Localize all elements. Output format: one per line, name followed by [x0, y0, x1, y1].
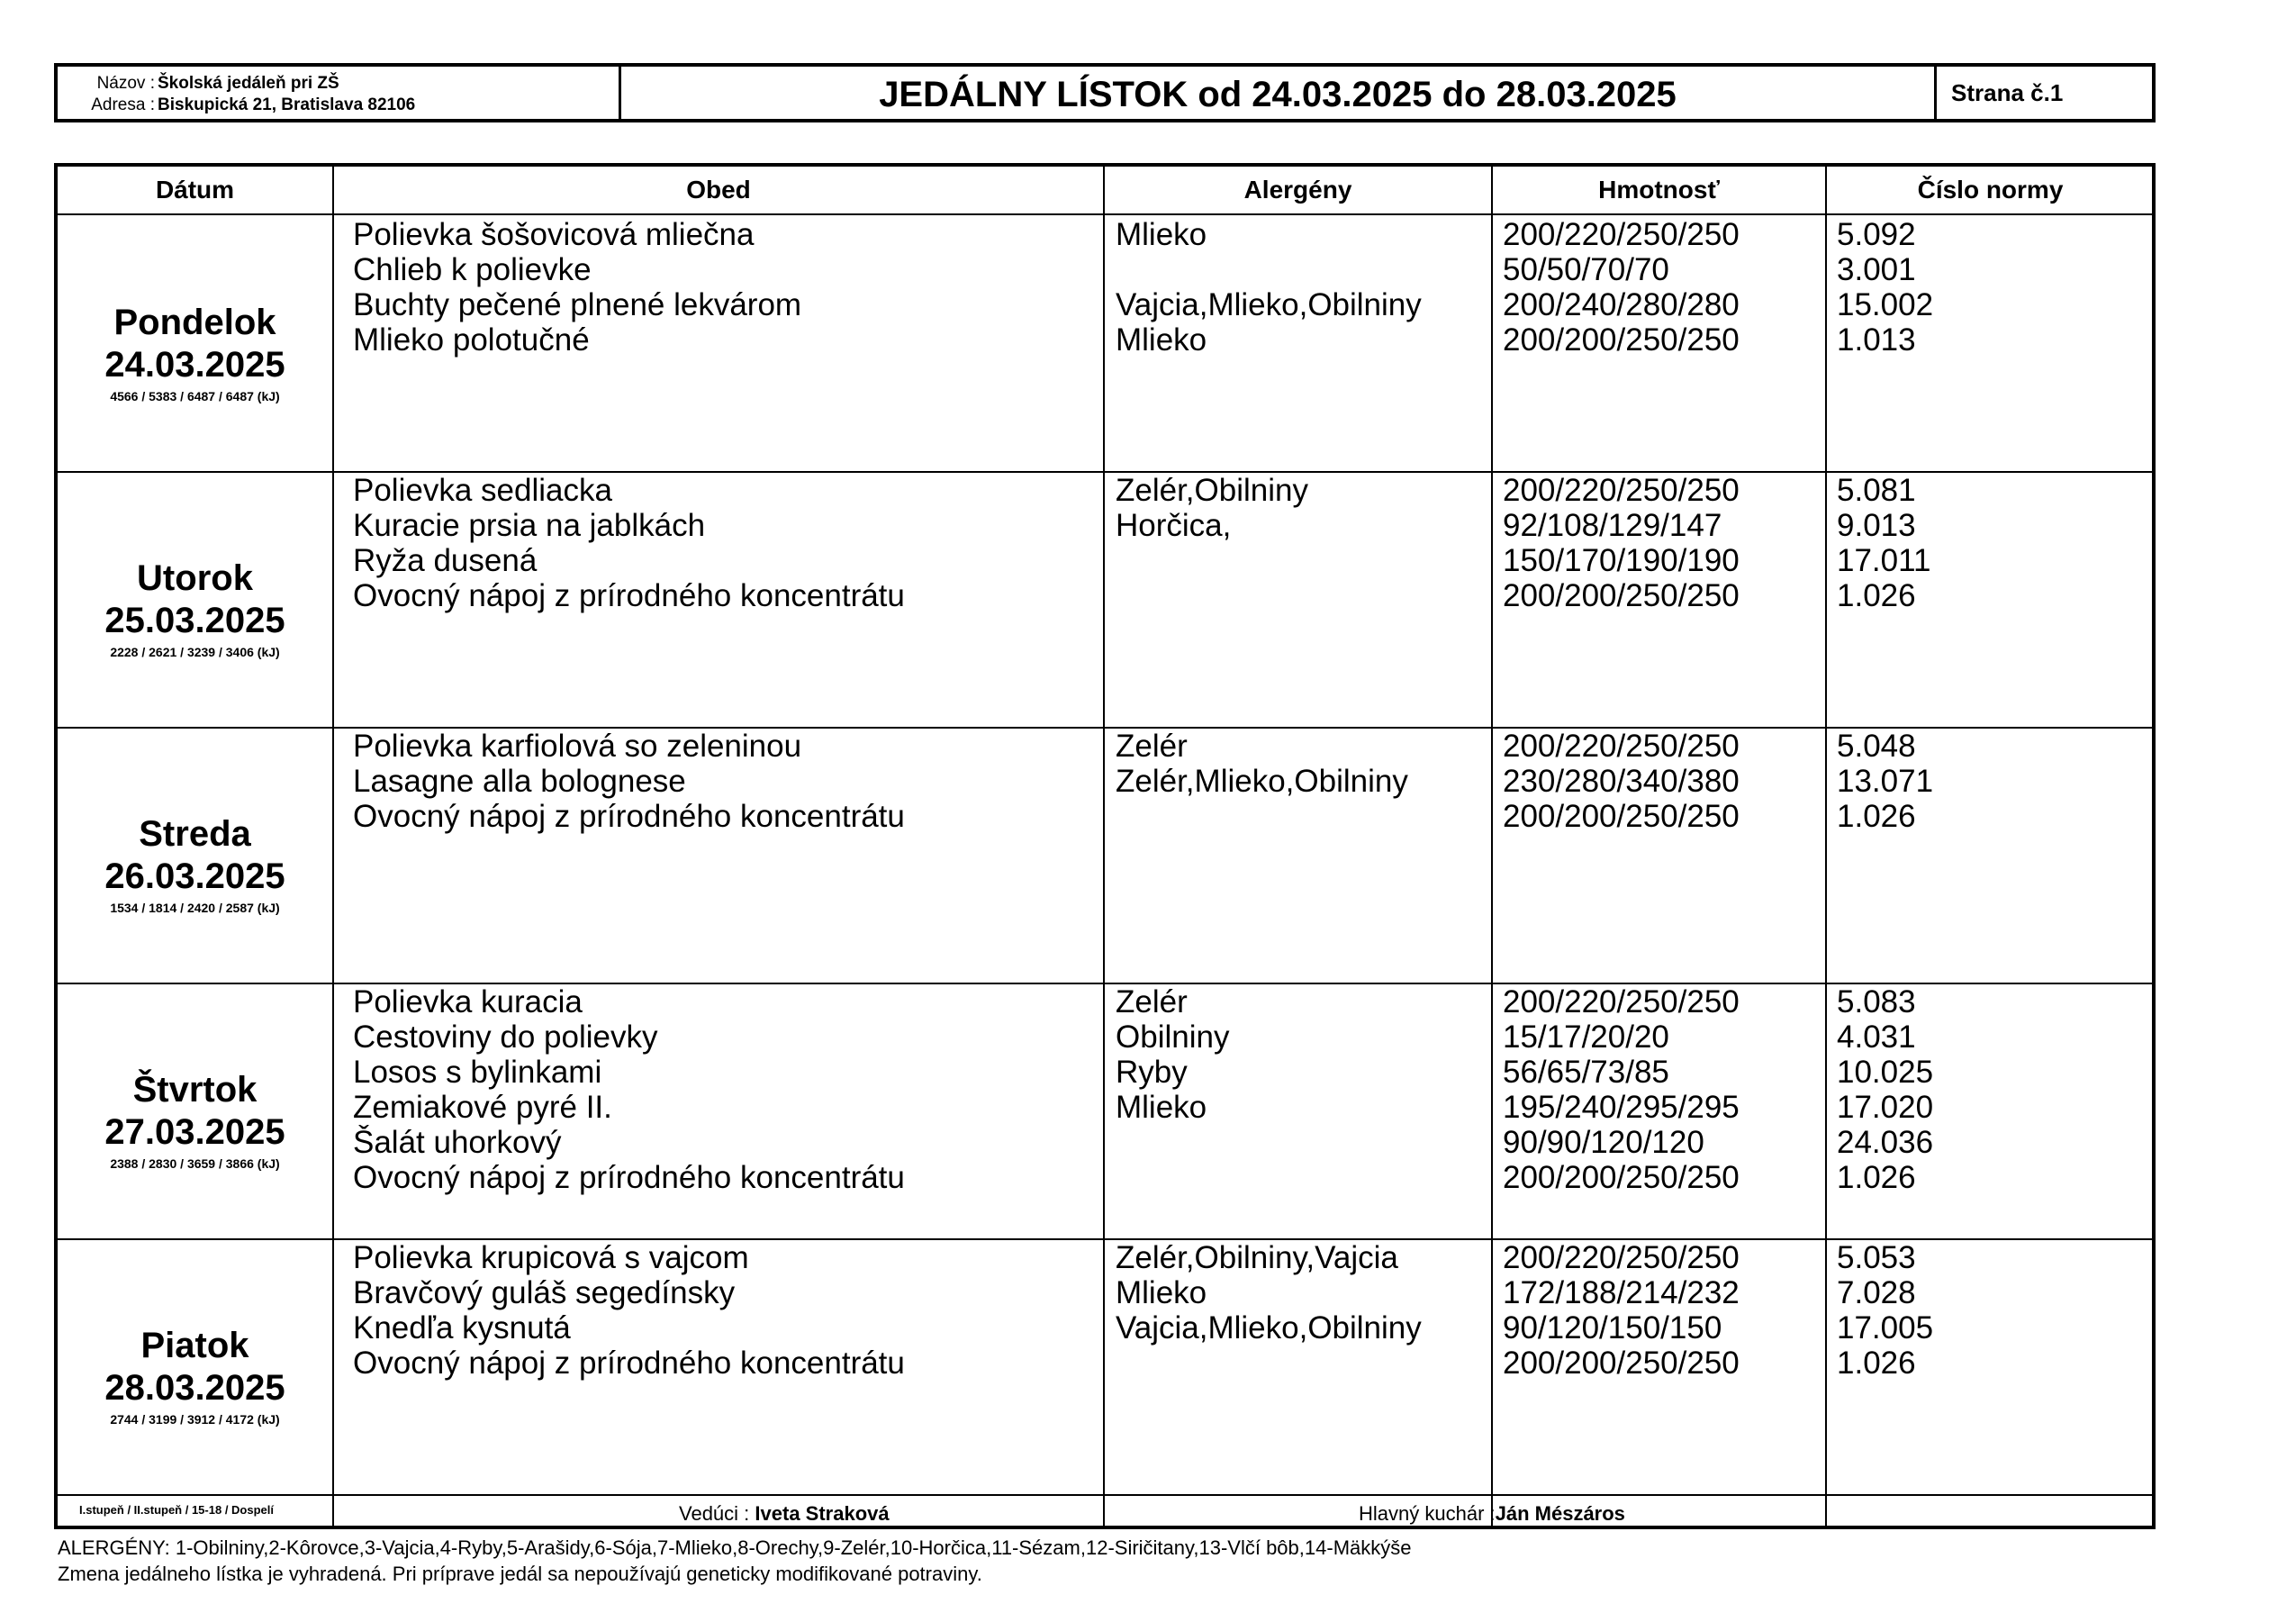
- day-name: Streda: [139, 814, 251, 854]
- day-name: Pondelok: [113, 303, 276, 342]
- grid-line-h-footer: [58, 1494, 2152, 1496]
- day-label-tuesday: [58, 557, 332, 661]
- chef-name: Ján Mészáros: [1495, 1502, 1625, 1525]
- grid-line-v2: [1103, 167, 1105, 1526]
- norms-monday: 5.092 3.001 15.002 1.013: [1837, 217, 1934, 358]
- menu-title: JEDÁLNY LÍSTOK od 24.03.2025 do 28.03.2025: [879, 74, 1677, 114]
- day-label-friday: [58, 1324, 332, 1428]
- day-name: Štvrtok: [132, 1070, 258, 1110]
- day-label-wednesday: [58, 812, 332, 917]
- facility-address: Biskupická 21, Bratislava 82106: [158, 95, 416, 114]
- day-label-thursday: [58, 1068, 332, 1173]
- weights-wednesday: 200/220/250/250 230/280/340/380 200/200/250/250: [1503, 729, 1740, 834]
- allergens-wednesday: Zelér Zelér,Mlieko,Obilniny: [1116, 729, 1408, 799]
- norms-thursday: 5.083 4.031 10.025 17.020 24.036 1.026: [1837, 984, 1934, 1195]
- weights-tuesday: 200/220/250/250 92/108/129/147 150/170/190/190 200/200/250/250: [1503, 473, 1740, 613]
- meals-thursday: Polievka kuracia Cestoviny do polievky Losos s bylinkami Zemiakové pyré II. Šalát uhorkový Ovocný nápoj z prírodného koncentrátu: [353, 984, 905, 1195]
- name-label: Názov :: [96, 74, 155, 93]
- norms-wednesday: 5.048 13.071 1.026: [1837, 729, 1934, 834]
- weights-friday: 200/220/250/250 172/188/214/232 90/120/150/150 200/200/250/250: [1503, 1240, 1740, 1381]
- allergen-legend: ALERGÉNY: 1-Obilniny,2-Kôrovce,3-Vajcia,4-Ryby,5-Arašidy,6-Sója,7-Mlieko,8-Orechy,9-Zelér,10-Horčica,11-Sézam,12-Siričitany,13-Vlčí bôb,14-Mäkkýše: [58, 1536, 1412, 1559]
- day-date: 24.03.2025: [104, 345, 285, 385]
- facility-name-line: [70, 73, 619, 95]
- allergens-tuesday: Zelér,Obilniny Horčica,: [1116, 473, 1308, 543]
- disclaimer: Zmena jedálneho lístka je vyhradená. Pri príprave jedál sa nepoužívajú geneticky modifikované potraviny.: [58, 1563, 982, 1585]
- chef-signature: [1359, 1502, 1625, 1526]
- day-energy: 1534 / 1814 / 2420 / 2587 (kJ): [110, 901, 280, 915]
- col-header-weight: Hmotnosť: [1598, 176, 1720, 204]
- header-box: [54, 63, 2156, 122]
- day-energy: 2744 / 3199 / 3912 / 4172 (kJ): [110, 1412, 280, 1427]
- col-header-norm: Číslo normy: [1917, 176, 2064, 204]
- allergens-friday: Zelér,Obilniny,Vajcia Mlieko Vajcia,Mlieko,Obilniny: [1116, 1240, 1422, 1346]
- allergens-monday: Mlieko Vajcia,Mlieko,Obilniny Mlieko: [1116, 217, 1422, 358]
- col-header-allergens: Alergény: [1243, 176, 1352, 204]
- page-number: Strana č.1: [1934, 67, 2152, 119]
- facility-name: Školská jedáleň pri ZŠ: [158, 74, 339, 93]
- manager-name: Iveta Straková: [755, 1502, 890, 1525]
- day-energy: 4566 / 5383 / 6487 / 6487 (kJ): [110, 389, 280, 403]
- grid-line-v4: [1825, 167, 1827, 1526]
- day-date: 28.03.2025: [104, 1368, 285, 1408]
- meals-monday: Polievka šošovicová mliečna Chlieb k polievke Buchty pečené plnené lekvárom Mlieko polotučné: [353, 217, 802, 358]
- meals-tuesday: Polievka sedliacka Kuracie prsia na jablkách Ryža dusená Ovocný nápoj z prírodného koncentrátu: [353, 473, 905, 613]
- norms-tuesday: 5.081 9.013 17.011 1.026: [1837, 473, 1931, 613]
- meals-friday: Polievka krupicová s vajcom Bravčový guláš segedínsky Knedľa kysnutá Ovocný nápoj z prírodného koncentrátu: [353, 1240, 905, 1381]
- norms-friday: 5.053 7.028 17.005 1.026: [1837, 1240, 1934, 1381]
- manager-label: Vedúci :: [679, 1502, 750, 1525]
- facility-info: [58, 67, 621, 119]
- col-header-lunch: Obed: [686, 176, 751, 204]
- grid-line-v3: [1491, 167, 1493, 1526]
- day-energy: 2228 / 2621 / 3239 / 3406 (kJ): [110, 645, 280, 659]
- weights-monday: 200/220/250/250 50/50/70/70 200/240/280/280 200/200/250/250: [1503, 217, 1740, 358]
- chef-label: Hlavný kuchár :: [1359, 1502, 1496, 1525]
- day-label-monday: [58, 301, 332, 405]
- address-label: Adresa :: [91, 95, 155, 114]
- day-date: 25.03.2025: [104, 601, 285, 640]
- portion-levels: I.stupeň / II.stupeň / 15-18 / Dospelí: [79, 1503, 274, 1517]
- manager-signature: [679, 1502, 890, 1526]
- day-date: 27.03.2025: [104, 1112, 285, 1152]
- grid-line-h-header: [58, 213, 2152, 215]
- day-energy: 2388 / 2830 / 3659 / 3866 (kJ): [110, 1156, 280, 1171]
- day-name: Piatok: [140, 1326, 249, 1365]
- weights-thursday: 200/220/250/250 15/17/20/20 56/65/73/85 195/240/295/295 90/90/120/120 200/200/250/250: [1503, 984, 1740, 1195]
- menu-table: [54, 163, 2156, 1529]
- allergens-thursday: Zelér Obilniny Ryby Mlieko: [1116, 984, 1230, 1125]
- meals-wednesday: Polievka karfiolová so zeleninou Lasagne alla bolognese Ovocný nápoj z prírodného koncentrátu: [353, 729, 905, 834]
- facility-address-line: [70, 95, 619, 116]
- day-date: 26.03.2025: [104, 856, 285, 896]
- day-name: Utorok: [137, 558, 253, 598]
- col-header-date: Dátum: [155, 176, 235, 204]
- grid-line-v1: [332, 167, 334, 1526]
